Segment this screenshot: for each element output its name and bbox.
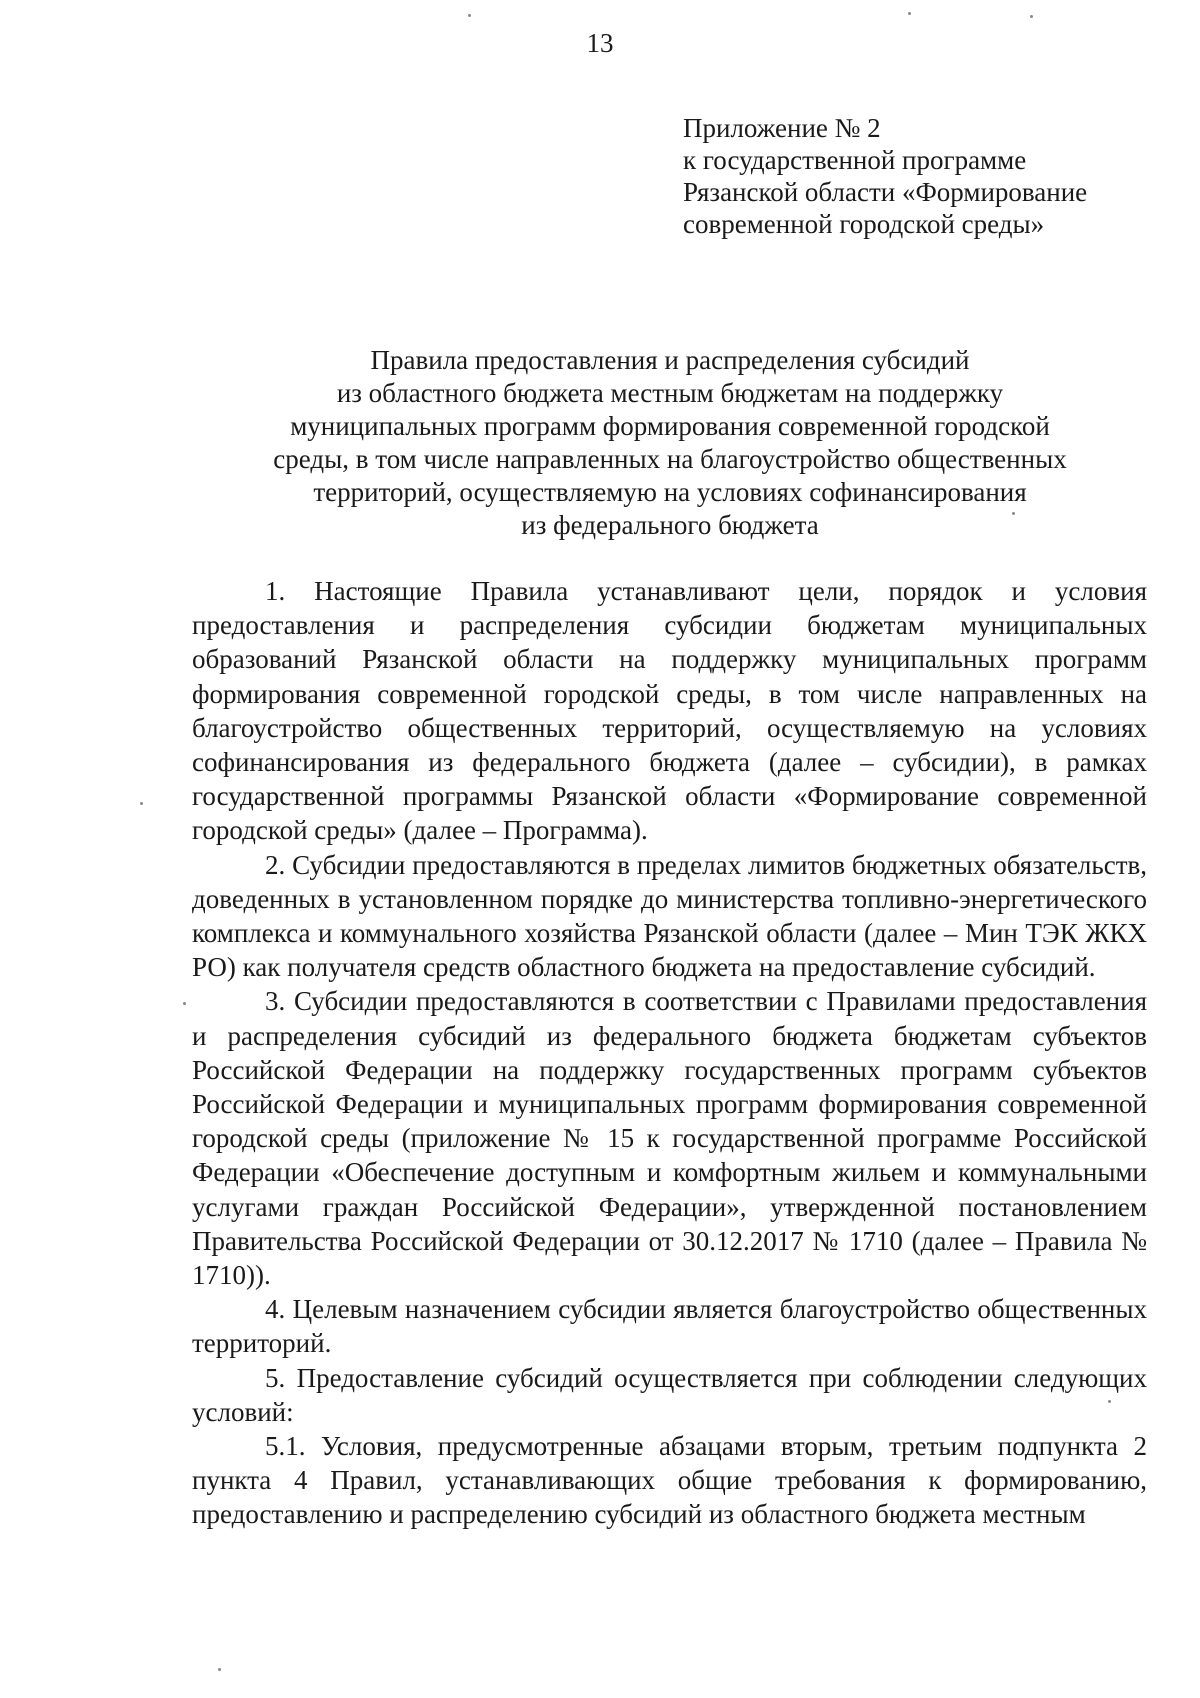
paragraph-2: 2. Субсидии предоставляются в пределах лимитов бюджетных обязательств, доведенных в установленном порядке до министерства топливно-энергетического комплекса и коммунального хозяйства Рязанской области (далее – Мин ТЭК ЖКХ РО) как получателя средств областного бюджета на предоставление субсидий. — [192, 849, 1147, 983]
scan-speck — [1012, 512, 1015, 515]
paragraph-4: 4. Целевым назначением субсидии является благоустройство общественных территорий. — [192, 1294, 1147, 1359]
paragraph-3: 3. Субсидии предоставляются в соответствии с Правилами предоставления и распределения субсидий из федерального бюджета бюджетам субъектов Российской Федерации на поддержку государственных программ субъектов Российской Федерации и муниципальных программ формирования современной городской среды (приложение № 15 к государственной программе Российской Федерации «Обеспечение доступным и комфортным жильем и коммунальными услугами граждан Российской Федерации», утвержденной постановлением Правительства Российской Федерации от 30.12.2017 № 1710 (далее – Правила № 1710)). — [192, 986, 1147, 1291]
appendix-line: Приложение № 2 — [683, 113, 881, 143]
paragraph-5: 5. Предоставление субсидий осуществляется при соблюдении следующих условий: — [192, 1362, 1147, 1427]
appendix-line: современной городской среды» — [683, 209, 1045, 239]
scan-speck — [908, 12, 911, 15]
paragraph-5-1: 5.1. Условия, предусмотренные абзацами вторым, третьим подпункта 2 пункта 4 Правил, устанавливающих общие требования к формированию, предоставлению и распределению субсидий из областного бюджета местным — [192, 1431, 1147, 1530]
scan-speck — [468, 14, 471, 17]
scan-speck — [1030, 15, 1033, 18]
paragraph-1: 1. Настоящие Правила устанавливают цели, порядок и условия предоставления и распределения субсидии бюджетам муниципальных образований Рязанской области на поддержку муниципальных программ формирования современной городской среды, в том числе направленных на благоустройство общественных территорий, осуществляемую на условиях софинансирования из федерального бюджета (далее – субсидии), в рамках государственной программы Рязанской области «Формирование современной городской среды» (далее – Программа). — [192, 576, 1147, 846]
title-line: муниципальных программ формирования современной городской — [290, 411, 1050, 441]
appendix-line: к государственной программе — [683, 145, 1027, 175]
document-title — [160, 344, 1180, 542]
appendix-block — [683, 112, 1163, 240]
title-line: из федерального бюджета — [521, 510, 819, 540]
scan-speck — [183, 1002, 186, 1005]
page-number: 13 — [586, 28, 614, 58]
title-line: из областного бюджета местным бюджетам на поддержку — [336, 378, 1004, 408]
document-body — [192, 574, 1147, 1532]
scan-speck — [140, 802, 143, 805]
scan-speck — [1108, 1400, 1111, 1403]
appendix-line: Рязанской области «Формирование — [683, 177, 1088, 207]
title-line: Правила предоставления и распределения субсидий — [370, 345, 970, 375]
scan-speck — [218, 1668, 221, 1671]
title-line: территорий, осуществляемую на условиях софинансирования — [313, 477, 1027, 507]
title-line: среды, в том числе направленных на благоустройство общественных — [273, 444, 1067, 474]
